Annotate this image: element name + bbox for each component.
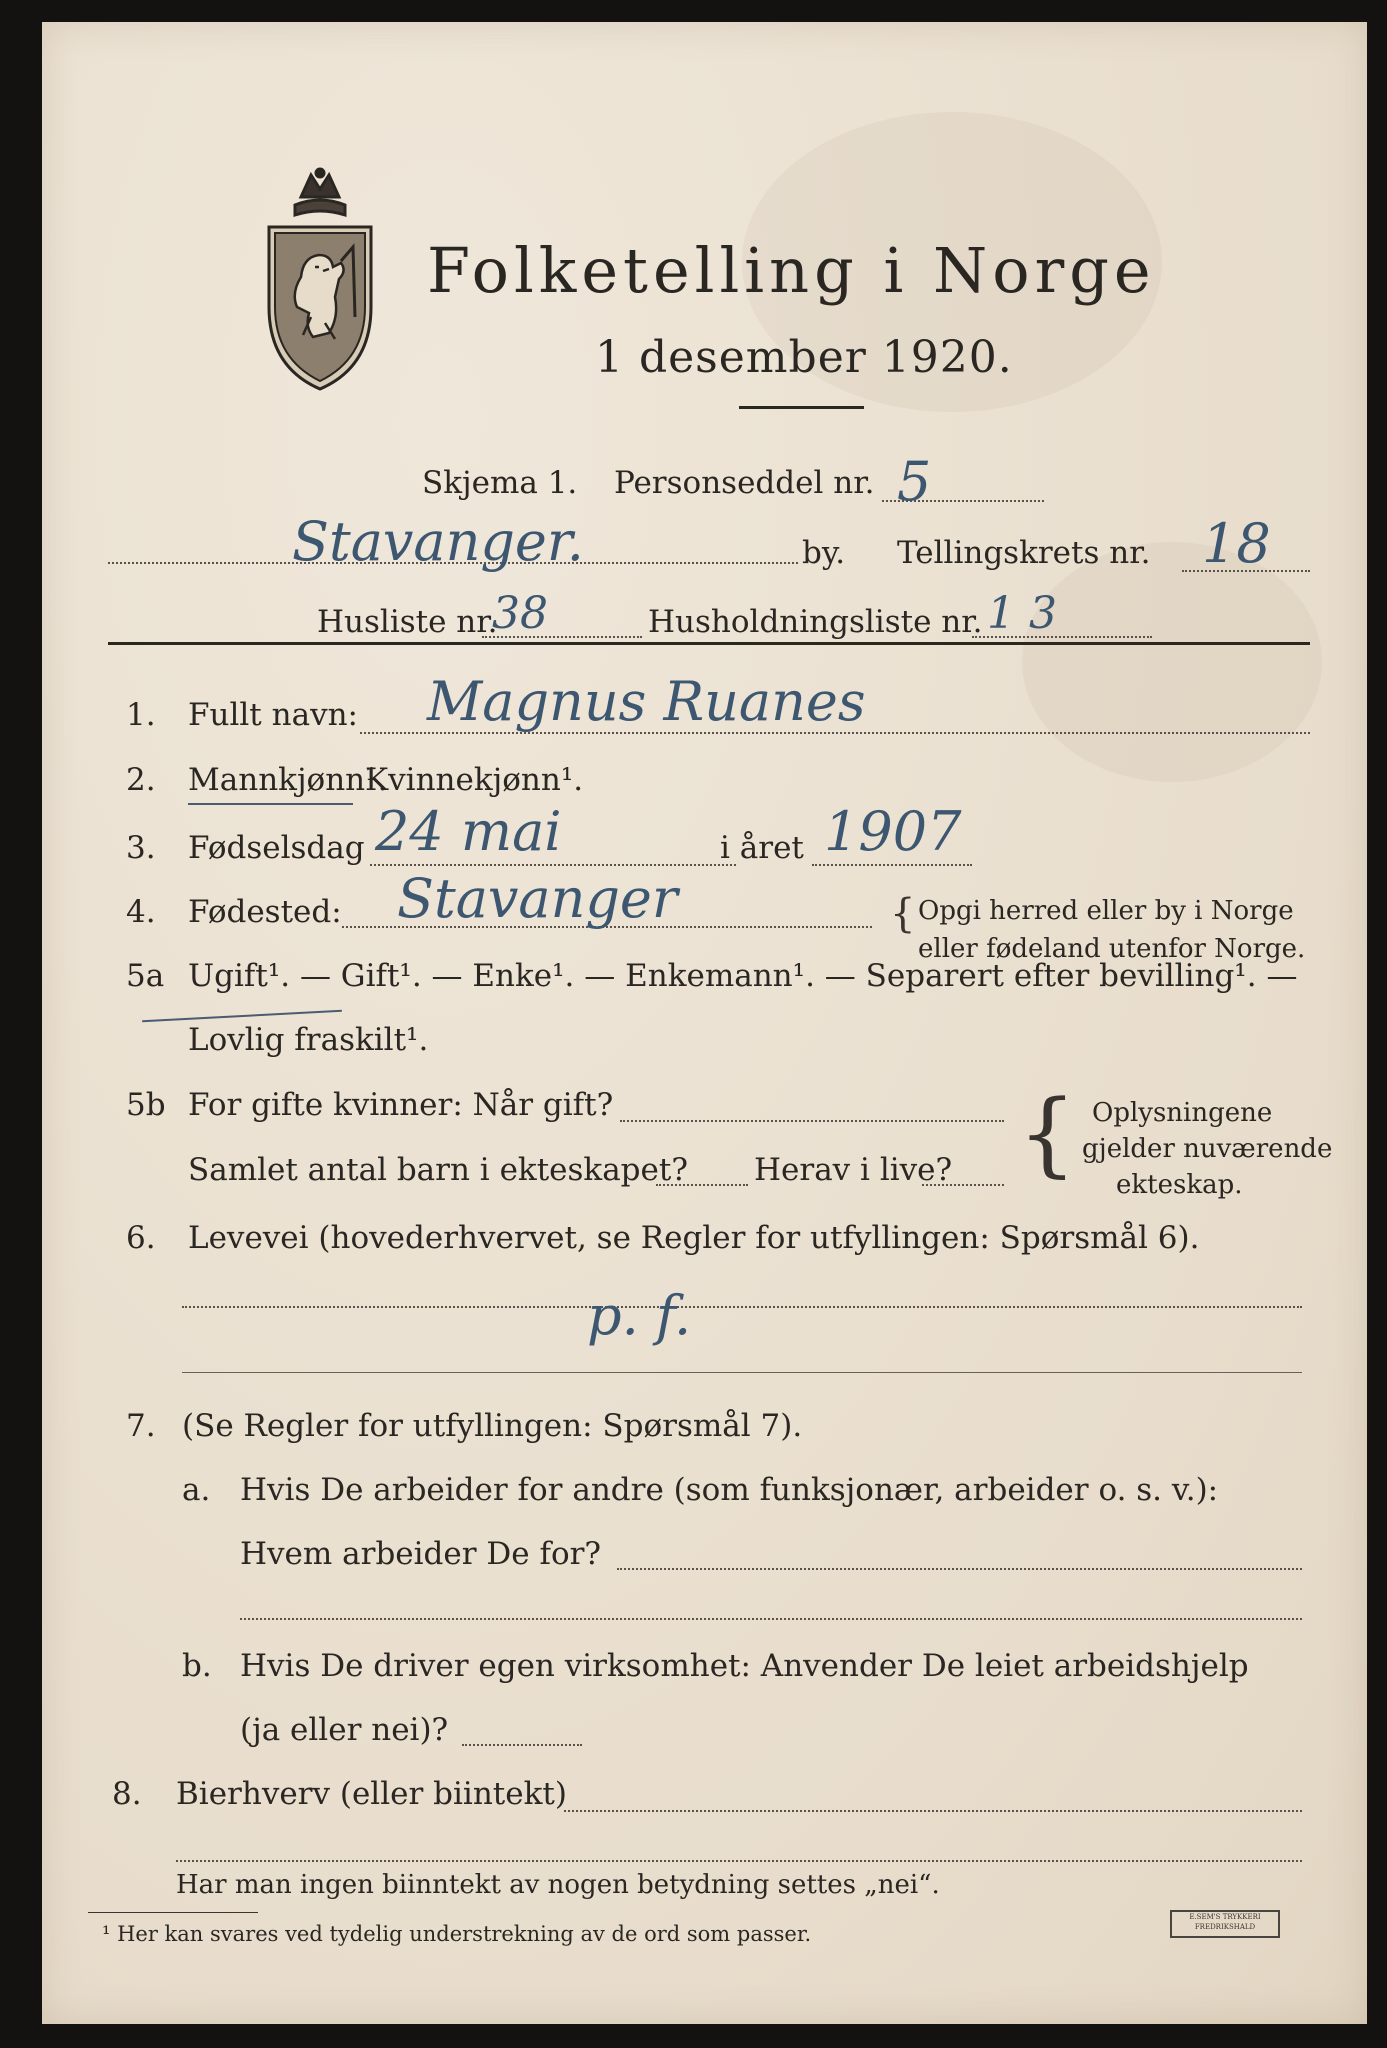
footnote: ¹ Her kan svares ved tydelig understrekning av de ord som passer. <box>102 1922 812 1946</box>
q6-label: Levevei (hovederhvervet, se Regler for utfyllingen: Spørsmål 6). <box>188 1220 1200 1256</box>
q5b-note-line1: Oplysningene <box>1092 1098 1273 1128</box>
tellingskrets-value[interactable]: 18 <box>1202 512 1271 575</box>
q3-day-line <box>370 864 736 866</box>
tellingskrets-label: Tellingskrets nr. <box>897 535 1151 571</box>
q5b-children-label: Samlet antal barn i ekteskapet? <box>188 1152 688 1188</box>
q5b-alive-label: Herav i live? <box>754 1152 953 1188</box>
q8-number: 8. <box>112 1776 142 1812</box>
q4-number: 4. <box>126 894 156 930</box>
q4-note-brace: { <box>890 891 916 937</box>
q3-number: 3. <box>126 830 156 866</box>
q4-note-line2: eller fødeland utenfor Norge. <box>918 934 1306 964</box>
q8-line-2 <box>176 1860 1302 1862</box>
q3-year-label: i året <box>720 830 804 866</box>
printer-mark: E.SEM'S TRYKKERI FREDRIKSHALD <box>1170 1910 1280 1938</box>
q2-female-option[interactable]: Kvinnekjønn¹. <box>365 762 584 798</box>
husliste-label: Husliste nr. <box>317 604 498 640</box>
skjema-label: Skjema 1. <box>422 465 578 501</box>
q4-note-line1: Opgi herred eller by i Norge <box>918 896 1294 926</box>
page-subtitle: 1 desember 1920. <box>595 332 1013 383</box>
husholdningsliste-label: Husholdningsliste nr. <box>648 604 983 640</box>
q5a-number: 5a <box>126 958 165 994</box>
footnote-divider <box>88 1912 258 1913</box>
q7b-letter: b. <box>182 1648 212 1684</box>
q4-label: Fødested: <box>188 894 342 930</box>
q1-full-name[interactable]: Magnus Ruanes <box>427 670 866 733</box>
q8-line-1 <box>564 1810 1302 1812</box>
q7-label: (Se Regler for utfyllingen: Spørsmål 7). <box>182 1408 803 1444</box>
personseddel-label: Personseddel nr. <box>614 465 875 501</box>
q5a-options-line2[interactable]: Lovlig fraskilt¹. <box>188 1022 429 1058</box>
personseddel-value[interactable]: 5 <box>897 450 932 513</box>
q1-number: 1. <box>126 697 156 733</box>
q5b-number: 5b <box>126 1087 166 1123</box>
q3-year-line <box>812 864 972 866</box>
q5b-note-line2: gjelder nuværende <box>1082 1134 1333 1164</box>
q2-male-underline <box>188 803 353 805</box>
husliste-value[interactable]: 38 <box>492 588 548 639</box>
q5a-options[interactable]: Ugift¹. — Gift¹. — Enke¹. — Enkemann¹. — Separert efter bevilling¹. — <box>188 958 1298 994</box>
q5b-note-line3: ekteskap. <box>1116 1170 1243 1200</box>
q1-label: Fullt navn: <box>188 697 358 733</box>
q6-number: 6. <box>126 1220 156 1256</box>
q7b-label-2: (ja eller nei)? <box>240 1712 449 1748</box>
q8-note: Har man ingen biinntekt av nogen betydning settes „nei“. <box>176 1870 940 1900</box>
husholdningsliste-value[interactable]: 1 3 <box>987 588 1057 639</box>
q7b-line <box>462 1744 582 1746</box>
census-form-sheet <box>42 22 1367 2024</box>
q5b-married-line <box>620 1120 1004 1122</box>
page-title: Folketelling i Norge <box>427 234 1156 307</box>
q7a-label: Hvis De arbeider for andre (som funksjonær, arbeider o. s. v.): <box>240 1472 1219 1508</box>
paper-stain <box>1022 542 1322 782</box>
q5b-line1-label: For gifte kvinner: Når gift? <box>188 1087 614 1123</box>
q2-number: 2. <box>126 762 156 798</box>
header-divider <box>108 642 1310 645</box>
q7a-line-1 <box>617 1568 1302 1570</box>
q5b-alive-line <box>922 1184 1004 1186</box>
q3-birth-day[interactable]: 24 mai <box>375 800 562 863</box>
q7a-letter: a. <box>182 1472 211 1508</box>
city-value[interactable]: Stavanger. <box>292 510 584 573</box>
q4-birthplace[interactable]: Stavanger <box>397 867 678 930</box>
q7b-label: Hvis De driver egen virksomhet: Anvender De leiet arbeidshjelp <box>240 1648 1249 1684</box>
title-divider <box>739 406 864 409</box>
q6-occupation[interactable]: p. f. <box>587 1284 692 1347</box>
q7-number: 7. <box>126 1408 156 1444</box>
q8-label: Bierhverv (eller biintekt) <box>176 1776 567 1812</box>
q7a-label-2: Hvem arbeider De for? <box>240 1536 602 1572</box>
q6-line-2 <box>182 1372 1302 1373</box>
city-label: by. <box>802 535 846 571</box>
q5b-children-line <box>656 1184 748 1186</box>
q2-male-option[interactable]: Mannkjønn¹. <box>188 762 388 798</box>
norwegian-coat-of-arms-icon <box>261 167 379 395</box>
q6-line-1 <box>182 1306 1302 1308</box>
q3-birth-year[interactable]: 1907 <box>824 800 962 863</box>
q7a-line-2 <box>240 1618 1302 1620</box>
q3-label: Fødselsdag <box>188 830 365 866</box>
q5b-note-brace: { <box>1018 1080 1077 1187</box>
q5a-handwritten-mark <box>142 1010 342 1022</box>
